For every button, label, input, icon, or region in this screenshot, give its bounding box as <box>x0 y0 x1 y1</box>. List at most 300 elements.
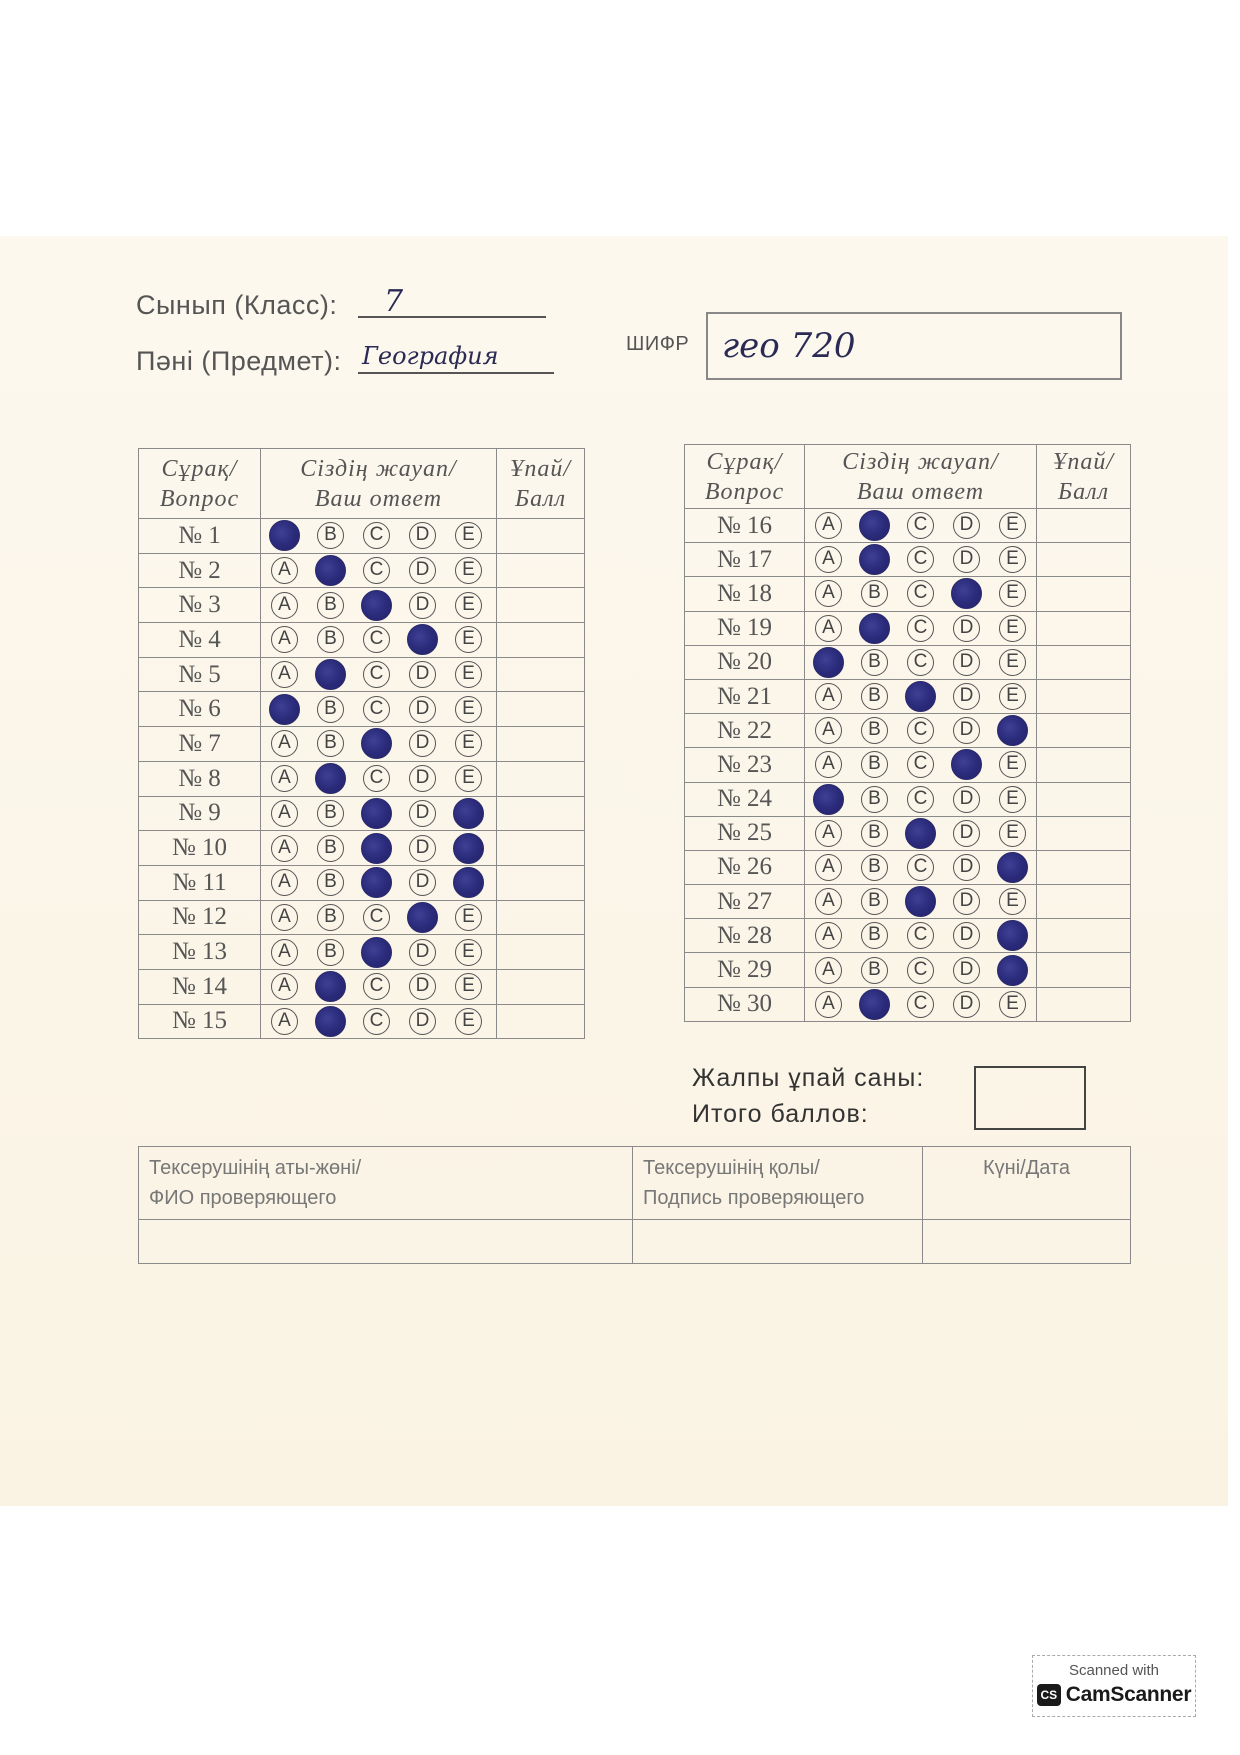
class-label: Сынып (Класс): <box>136 290 338 320</box>
score-cell <box>1037 509 1131 543</box>
bubble-e[interactable]: E <box>455 973 482 1000</box>
bubble-b[interactable]: B <box>317 939 344 966</box>
bubble-e[interactable]: E <box>999 580 1026 607</box>
bubble-a-filled[interactable] <box>813 647 844 678</box>
answer-row <box>685 953 1131 987</box>
question-number: № 15 <box>139 1004 261 1039</box>
answer-row <box>685 782 1131 816</box>
score-cell <box>1037 645 1131 679</box>
bubble-a[interactable]: A <box>815 546 842 573</box>
answer-row <box>685 543 1131 577</box>
bubble-a[interactable]: A <box>815 854 842 881</box>
score-cell <box>497 831 585 866</box>
answer-row <box>685 919 1131 953</box>
checker-sign-ru: Подпись проверяющего <box>643 1187 865 1209</box>
score-cell <box>497 519 585 554</box>
answer-options <box>261 623 497 658</box>
bubble-e-filled[interactable] <box>453 867 484 898</box>
question-number: № 3 <box>139 588 261 623</box>
bubble-b[interactable]: B <box>861 820 888 847</box>
bubble-e[interactable]: E <box>455 1008 482 1035</box>
answer-options <box>261 588 497 623</box>
cipher-value: гео 720 <box>722 326 856 366</box>
question-number: № 26 <box>685 850 805 884</box>
bubble-a[interactable]: A <box>815 922 842 949</box>
answer-row <box>685 850 1131 884</box>
checker-date-value <box>923 1220 1131 1264</box>
answer-options <box>261 657 497 692</box>
bubble-c[interactable]: C <box>907 854 934 881</box>
bubble-d[interactable]: D <box>953 820 980 847</box>
question-number: № 1 <box>139 519 261 554</box>
answer-row <box>685 645 1131 679</box>
question-header: Сұрақ/ Вопрос <box>139 449 261 519</box>
checker-name-kz: Тексерушінің аты-жөні/ <box>149 1157 362 1179</box>
bubble-e[interactable]: E <box>455 557 482 584</box>
bubble-c[interactable]: C <box>907 717 934 744</box>
bubble-d-filled[interactable] <box>407 624 438 655</box>
bubble-d[interactable]: D <box>409 661 436 688</box>
bubble-b[interactable]: B <box>317 626 344 653</box>
bubble-c[interactable]: C <box>363 557 390 584</box>
bubble-c[interactable]: C <box>907 751 934 778</box>
checker-sign-value <box>633 1220 923 1264</box>
bubble-c[interactable]: C <box>363 696 390 723</box>
answer-options <box>261 692 497 727</box>
camscanner-watermark <box>1032 1655 1196 1717</box>
bubble-e[interactable]: E <box>999 820 1026 847</box>
answer-options <box>805 885 1037 919</box>
answer-options <box>261 900 497 935</box>
answer-options <box>805 987 1037 1021</box>
question-number: № 11 <box>139 865 261 900</box>
answer-row <box>139 969 585 1004</box>
bubble-e[interactable]: E <box>455 592 482 619</box>
watermark-line1: Scanned with <box>1068 1662 1160 1679</box>
bubble-a[interactable]: A <box>271 973 298 1000</box>
score-cell <box>1037 679 1131 713</box>
bubble-d-filled[interactable] <box>951 578 982 609</box>
question-number: № 29 <box>685 953 805 987</box>
score-cell <box>1037 577 1131 611</box>
bubble-c[interactable]: C <box>907 649 934 676</box>
answer-options <box>261 865 497 900</box>
bubble-a[interactable]: A <box>271 730 298 757</box>
answer-options <box>261 519 497 554</box>
bubble-d[interactable]: D <box>953 683 980 710</box>
bubble-e[interactable]: E <box>999 546 1026 573</box>
score-cell <box>1037 611 1131 645</box>
bubble-e[interactable]: E <box>999 786 1026 813</box>
bubble-b[interactable]: B <box>861 717 888 744</box>
bubble-e[interactable]: E <box>999 888 1026 915</box>
bubble-a[interactable]: A <box>815 683 842 710</box>
score-cell <box>1037 748 1131 782</box>
bubble-a[interactable]: A <box>271 800 298 827</box>
answer-header: Сіздің жауап/ Ваш ответ <box>261 449 497 519</box>
bubble-d[interactable]: D <box>409 592 436 619</box>
total-label-kz: Жалпы ұпай саны: <box>692 1064 925 1092</box>
answer-row <box>685 509 1131 543</box>
bubble-d[interactable]: D <box>409 765 436 792</box>
bubble-b[interactable]: B <box>861 751 888 778</box>
question-number: № 9 <box>139 796 261 831</box>
bubble-a[interactable]: A <box>271 869 298 896</box>
answer-options <box>261 796 497 831</box>
answer-row <box>685 611 1131 645</box>
answer-options <box>805 509 1037 543</box>
checker-date: Күні/Дата <box>983 1157 1070 1179</box>
bubble-b[interactable]: B <box>317 869 344 896</box>
bubble-a[interactable]: A <box>815 580 842 607</box>
question-number: № 7 <box>139 727 261 762</box>
answer-row <box>685 816 1131 850</box>
score-cell <box>1037 953 1131 987</box>
total-label-ru: Итого баллов: <box>692 1100 869 1128</box>
bubble-a[interactable]: A <box>271 765 298 792</box>
bubble-e[interactable]: E <box>455 904 482 931</box>
answer-options <box>805 782 1037 816</box>
bubble-b[interactable]: B <box>317 592 344 619</box>
answer-options <box>805 645 1037 679</box>
bubble-d[interactable]: D <box>953 888 980 915</box>
question-number: № 17 <box>685 543 805 577</box>
answer-options <box>261 1004 497 1039</box>
answer-row <box>139 553 585 588</box>
bubble-d[interactable]: D <box>953 957 980 984</box>
answer-row <box>685 714 1131 748</box>
answer-row <box>139 1004 585 1039</box>
bubble-b[interactable]: B <box>317 730 344 757</box>
bubble-b[interactable]: B <box>861 888 888 915</box>
bubble-e[interactable]: E <box>999 649 1026 676</box>
bubble-c[interactable]: C <box>907 546 934 573</box>
score-cell <box>497 935 585 970</box>
bubble-c-filled[interactable] <box>905 886 936 917</box>
question-number: № 16 <box>685 509 805 543</box>
checker-name-cell <box>139 1147 633 1220</box>
answer-options <box>805 577 1037 611</box>
bubble-a-filled[interactable] <box>269 520 300 551</box>
bubble-c[interactable]: C <box>363 626 390 653</box>
bubble-a[interactable]: A <box>271 904 298 931</box>
bubble-d[interactable]: D <box>953 854 980 881</box>
subject-value: География <box>362 342 499 370</box>
checker-name-value <box>139 1220 633 1264</box>
bubble-e[interactable]: E <box>455 939 482 966</box>
score-cell <box>497 588 585 623</box>
bubble-b[interactable]: B <box>861 854 888 881</box>
bubble-d[interactable]: D <box>409 835 436 862</box>
bubble-b-filled[interactable] <box>859 510 890 541</box>
bubble-d[interactable]: D <box>953 786 980 813</box>
score-cell <box>497 761 585 796</box>
bubble-d[interactable]: D <box>953 991 980 1018</box>
bubble-a[interactable]: A <box>815 717 842 744</box>
bubble-c-filled[interactable] <box>361 833 392 864</box>
answer-row <box>139 900 585 935</box>
answer-row <box>139 796 585 831</box>
question-number: № 5 <box>139 657 261 692</box>
bubble-a[interactable]: A <box>815 820 842 847</box>
bubble-d[interactable]: D <box>409 557 436 584</box>
answer-row <box>139 657 585 692</box>
bubble-c[interactable]: C <box>363 765 390 792</box>
checker-date-cell <box>923 1147 1131 1220</box>
bubble-d[interactable]: D <box>409 522 436 549</box>
score-cell <box>1037 816 1131 850</box>
bubble-b[interactable]: B <box>317 835 344 862</box>
bubble-c[interactable]: C <box>363 522 390 549</box>
bubble-e[interactable]: E <box>999 512 1026 539</box>
score-cell <box>1037 919 1131 953</box>
bubble-e-filled[interactable] <box>997 715 1028 746</box>
answer-row <box>685 577 1131 611</box>
answer-row <box>685 987 1131 1021</box>
checker-table <box>138 1146 1131 1264</box>
bubble-e[interactable]: E <box>455 661 482 688</box>
bubble-d[interactable]: D <box>953 717 980 744</box>
bubble-d[interactable]: D <box>409 869 436 896</box>
bubble-c-filled[interactable] <box>361 590 392 621</box>
question-number: № 2 <box>139 553 261 588</box>
bubble-a[interactable]: A <box>815 957 842 984</box>
answer-options <box>261 727 497 762</box>
answer-options <box>805 714 1037 748</box>
question-number: № 6 <box>139 692 261 727</box>
bubble-c-filled[interactable] <box>905 681 936 712</box>
bubble-c-filled[interactable] <box>361 937 392 968</box>
bubble-c[interactable]: C <box>363 973 390 1000</box>
bubble-c-filled[interactable] <box>361 728 392 759</box>
bubble-e[interactable]: E <box>455 765 482 792</box>
score-cell <box>497 900 585 935</box>
question-number: № 4 <box>139 623 261 658</box>
question-number: № 27 <box>685 885 805 919</box>
score-cell <box>1037 782 1131 816</box>
bubble-d[interactable]: D <box>953 512 980 539</box>
answer-row <box>139 935 585 970</box>
bubble-e[interactable]: E <box>999 683 1026 710</box>
question-number: № 14 <box>139 969 261 1004</box>
bubble-c[interactable]: C <box>363 904 390 931</box>
question-number: № 18 <box>685 577 805 611</box>
bubble-a[interactable]: A <box>271 661 298 688</box>
score-header: Ұпай/ Балл <box>1037 445 1131 509</box>
question-number: № 30 <box>685 987 805 1021</box>
bubble-a[interactable]: A <box>815 615 842 642</box>
answer-row <box>139 831 585 866</box>
bubble-b[interactable]: B <box>317 800 344 827</box>
answer-row <box>139 692 585 727</box>
question-number: № 21 <box>685 679 805 713</box>
bubble-b[interactable]: B <box>317 696 344 723</box>
bubble-a[interactable]: A <box>271 626 298 653</box>
question-number: № 22 <box>685 714 805 748</box>
answer-table-right <box>684 444 1131 1022</box>
answer-row <box>685 748 1131 782</box>
answer-options <box>805 748 1037 782</box>
bubble-d[interactable]: D <box>409 1008 436 1035</box>
score-cell <box>497 657 585 692</box>
bubble-b-filled[interactable] <box>315 763 346 794</box>
bubble-b-filled[interactable] <box>315 555 346 586</box>
bubble-b-filled[interactable] <box>859 613 890 644</box>
subject-underline <box>358 372 554 374</box>
answer-row <box>139 761 585 796</box>
question-number: № 20 <box>685 645 805 679</box>
bubble-a[interactable]: A <box>271 835 298 862</box>
bubble-b-filled[interactable] <box>859 989 890 1020</box>
bubble-c[interactable]: C <box>907 786 934 813</box>
question-number: № 25 <box>685 816 805 850</box>
bubble-c-filled[interactable] <box>361 867 392 898</box>
bubble-a[interactable]: A <box>815 751 842 778</box>
bubble-a[interactable]: A <box>815 512 842 539</box>
bubble-e-filled[interactable] <box>997 955 1028 986</box>
bubble-d[interactable]: D <box>953 546 980 573</box>
answer-options <box>261 553 497 588</box>
question-number: № 28 <box>685 919 805 953</box>
bubble-c-filled[interactable] <box>905 818 936 849</box>
answer-options <box>805 611 1037 645</box>
answer-options <box>805 953 1037 987</box>
answer-options <box>805 543 1037 577</box>
answer-row <box>139 727 585 762</box>
question-number: № 19 <box>685 611 805 645</box>
answer-options <box>261 831 497 866</box>
bubble-c[interactable]: C <box>907 580 934 607</box>
bubble-c[interactable]: C <box>907 957 934 984</box>
answer-row <box>139 519 585 554</box>
checker-sign-cell <box>633 1147 923 1220</box>
bubble-e-filled[interactable] <box>997 920 1028 951</box>
bubble-a-filled[interactable] <box>269 694 300 725</box>
bubble-b-filled[interactable] <box>859 544 890 575</box>
score-cell <box>497 1004 585 1039</box>
bubble-a[interactable]: A <box>815 888 842 915</box>
watermark-brand: CamScanner <box>1065 1683 1192 1706</box>
bubble-c-filled[interactable] <box>361 798 392 829</box>
bubble-d[interactable]: D <box>953 922 980 949</box>
bubble-c[interactable]: C <box>907 991 934 1018</box>
bubble-e-filled[interactable] <box>453 798 484 829</box>
bubble-e[interactable]: E <box>455 626 482 653</box>
bubble-d[interactable]: D <box>409 730 436 757</box>
score-cell <box>1037 850 1131 884</box>
question-number: № 24 <box>685 782 805 816</box>
checker-name-ru: ФИО проверяющего <box>149 1187 337 1209</box>
question-header: Сұрақ/ Вопрос <box>685 445 805 509</box>
bubble-d[interactable]: D <box>409 800 436 827</box>
bubble-b-filled[interactable] <box>315 659 346 690</box>
score-cell <box>497 865 585 900</box>
answer-header: Сіздің жауап/ Ваш ответ <box>805 445 1037 509</box>
bubble-b[interactable]: B <box>861 957 888 984</box>
score-cell <box>1037 543 1131 577</box>
bubble-c[interactable]: C <box>363 661 390 688</box>
bubble-a[interactable]: A <box>271 592 298 619</box>
answer-row <box>139 865 585 900</box>
score-header: Ұпай/ Балл <box>497 449 585 519</box>
bubble-a[interactable]: A <box>271 557 298 584</box>
bubble-e[interactable]: E <box>999 615 1026 642</box>
bubble-b[interactable]: B <box>861 649 888 676</box>
score-cell <box>497 969 585 1004</box>
cipher-label: ШИФР <box>626 333 690 355</box>
checker-sign-kz: Тексерушінің қолы/ <box>643 1157 820 1179</box>
score-cell <box>497 796 585 831</box>
bubble-d-filled[interactable] <box>951 749 982 780</box>
answer-options <box>805 816 1037 850</box>
score-cell <box>497 727 585 762</box>
score-cell <box>497 692 585 727</box>
bubble-c[interactable]: C <box>363 1008 390 1035</box>
answer-options <box>261 935 497 970</box>
bubble-b[interactable]: B <box>861 786 888 813</box>
subject-label: Пәні (Предмет): <box>136 346 342 376</box>
bubble-e[interactable]: E <box>455 696 482 723</box>
bubble-b-filled[interactable] <box>315 971 346 1002</box>
question-number: № 8 <box>139 761 261 796</box>
bubble-b[interactable]: B <box>861 922 888 949</box>
question-number: № 10 <box>139 831 261 866</box>
bubble-a[interactable]: A <box>271 939 298 966</box>
bubble-c[interactable]: C <box>907 615 934 642</box>
bubble-e[interactable]: E <box>999 751 1026 778</box>
bubble-b[interactable]: B <box>861 683 888 710</box>
bubble-d-filled[interactable] <box>407 902 438 933</box>
bubble-e[interactable]: E <box>455 522 482 549</box>
bubble-e-filled[interactable] <box>453 833 484 864</box>
answer-table-left <box>138 448 585 1039</box>
score-cell <box>1037 714 1131 748</box>
score-cell <box>1037 885 1131 919</box>
answer-row <box>139 623 585 658</box>
answer-row <box>685 885 1131 919</box>
score-cell <box>1037 987 1131 1021</box>
bubble-e[interactable]: E <box>455 730 482 757</box>
answer-options <box>805 850 1037 884</box>
bubble-c[interactable]: C <box>907 512 934 539</box>
answer-options <box>805 919 1037 953</box>
bubble-b[interactable]: B <box>317 904 344 931</box>
bubble-e[interactable]: E <box>999 991 1026 1018</box>
bubble-d[interactable]: D <box>409 973 436 1000</box>
class-value: 7 <box>384 284 404 319</box>
bubble-b[interactable]: B <box>861 580 888 607</box>
bubble-d[interactable]: D <box>953 615 980 642</box>
total-score-box <box>974 1066 1086 1130</box>
score-cell <box>497 553 585 588</box>
question-number: № 13 <box>139 935 261 970</box>
camscanner-icon: CS <box>1037 1684 1061 1706</box>
bubble-a[interactable]: A <box>271 1008 298 1035</box>
question-number: № 12 <box>139 900 261 935</box>
bubble-b[interactable]: B <box>317 522 344 549</box>
bubble-b-filled[interactable] <box>315 1006 346 1037</box>
bubble-d[interactable]: D <box>953 649 980 676</box>
answer-options <box>261 761 497 796</box>
bubble-a-filled[interactable] <box>813 784 844 815</box>
bubble-d[interactable]: D <box>409 939 436 966</box>
bubble-d[interactable]: D <box>409 696 436 723</box>
bubble-e-filled[interactable] <box>997 852 1028 883</box>
answer-options <box>805 679 1037 713</box>
bubble-a[interactable]: A <box>815 991 842 1018</box>
bubble-c[interactable]: C <box>907 922 934 949</box>
answer-row <box>685 679 1131 713</box>
